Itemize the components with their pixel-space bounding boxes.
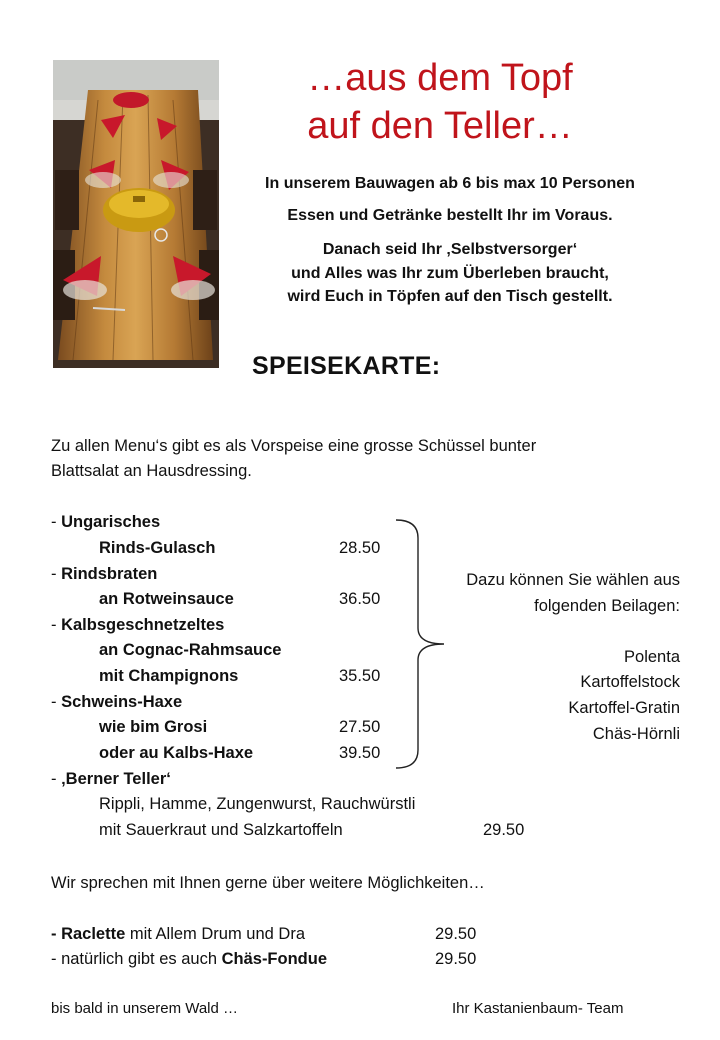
menu-item-rindsbraten: - Rindsbraten	[51, 565, 158, 583]
raclette-line: - Raclette mit Allem Drum und Dra	[51, 925, 305, 943]
side-kartoffelstock: Kartoffelstock	[580, 673, 680, 691]
menu-item-wie-bim-grosi: wie bim Grosi	[99, 718, 208, 736]
menu-item-champignons: mit Champignons	[99, 667, 239, 685]
title-line-2: auf den Teller…	[307, 105, 573, 147]
side-polenta: Polenta	[624, 648, 680, 666]
price-rinds-gulasch: 28.50	[339, 539, 381, 557]
more-options-text: Wir sprechen mit Ihnen gerne über weitere Möglichkeiten…	[51, 874, 485, 892]
preamble-line-2: Blattsalat an Hausdressing.	[51, 462, 252, 480]
dinner-table-photo	[53, 60, 219, 368]
menu-heading: SPEISEKARTE:	[252, 352, 441, 380]
intro-line-3a: Danach seid Ihr ‚Selbstversorger‘	[322, 241, 578, 258]
menu-item-rinds-gulasch: Rinds-Gulasch	[99, 539, 216, 557]
price-fondue: 29.50	[435, 950, 477, 968]
price-berner-teller: 29.50	[483, 821, 525, 839]
preamble-line-1: Zu allen Menu‘s gibt es als Vorspeise eine grosse Schüssel bunter	[51, 437, 537, 455]
intro-line-3c: wird Euch in Töpfen auf den Tisch gestellt.	[287, 288, 613, 305]
sides-intro-2: folgenden Beilagen:	[534, 597, 680, 615]
sides-intro-1: Dazu können Sie wählen aus	[466, 571, 680, 589]
price-kalbs-haxe: 39.50	[339, 744, 381, 762]
menu-item-cognac-rahmsauce: an Cognac-Rahmsauce	[99, 641, 282, 659]
side-chaes-hoernli: Chäs-Hörnli	[592, 725, 680, 743]
intro-line-2: Essen und Getränke bestellt Ihr im Voraus.	[287, 207, 613, 224]
curly-brace	[392, 516, 448, 772]
menu-item-ungarisches: - Ungarisches	[51, 513, 161, 531]
price-raclette: 29.50	[435, 925, 477, 943]
menu-item-kalbs-haxe: oder au Kalbs-Haxe	[99, 744, 254, 762]
price-schweins-haxe: 27.50	[339, 718, 381, 736]
menu-item-berner-teller-desc-1: Rippli, Hamme, Zungenwurst, Rauchwürstli	[99, 795, 416, 813]
side-kartoffel-gratin: Kartoffel-Gratin	[568, 699, 680, 717]
price-rindsbraten: 36.50	[339, 590, 381, 608]
fondue-line: - natürlich gibt es auch Chäs-Fondue	[51, 950, 328, 968]
menu-item-berner-teller-desc-2: mit Sauerkraut und Salzkartoffeln	[99, 821, 343, 839]
footer-left: bis bald in unserem Wald …	[51, 1000, 239, 1017]
intro-line-3b: und Alles was Ihr zum Überleben braucht,	[291, 265, 609, 282]
title-line-1: …aus dem Topf	[307, 57, 573, 99]
intro-line-1: In unserem Bauwagen ab 6 bis max 10 Personen	[265, 175, 635, 192]
menu-item-schweins-haxe: - Schweins-Haxe	[51, 693, 183, 711]
menu-item-rotweinsauce: an Rotweinsauce	[99, 590, 234, 608]
menu-item-kalbsgeschnetzeltes: - Kalbsgeschnetzeltes	[51, 616, 225, 634]
price-kalbsgeschnetzeltes: 35.50	[339, 667, 381, 685]
menu-item-berner-teller: - ‚Berner Teller‘	[51, 770, 171, 788]
footer-right: Ihr Kastanienbaum- Team	[452, 1000, 624, 1017]
